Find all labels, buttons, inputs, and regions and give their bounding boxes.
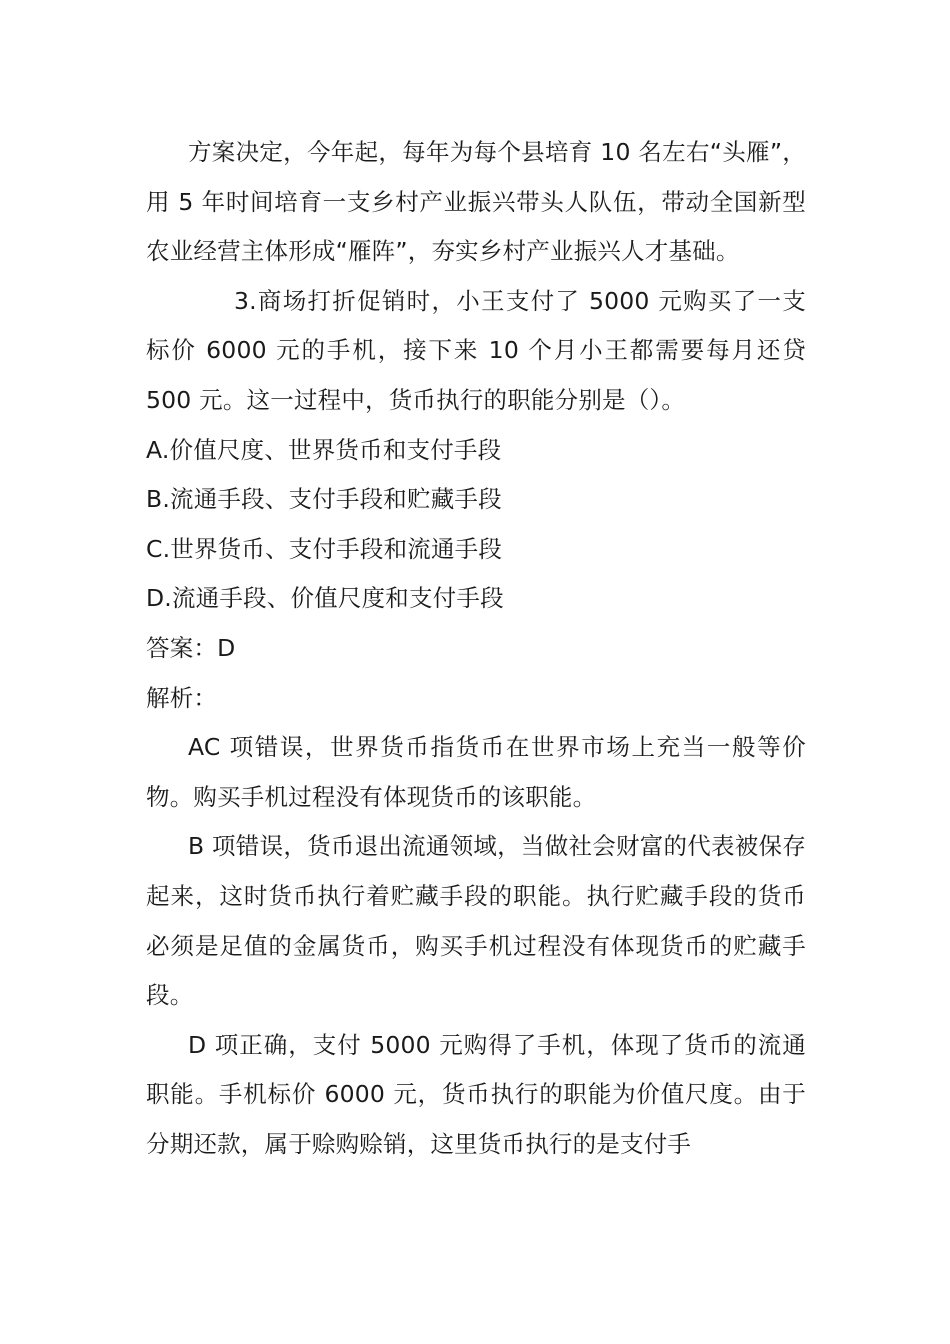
option-b: B.流通手段、支付手段和贮藏手段 xyxy=(146,485,502,514)
analysis-ac: AC 项错误，世界货币指货币在世界市场上充当一般等价物。购买手机过程没有体现货币的该职能。 xyxy=(146,733,806,811)
analysis-b: B 项错误，货币退出流通领域，当做社会财富的代表被保存起来，这时货币执行着贮藏手段的职能。执行贮藏手段的货币必须是足值的金属货币，购买手机过程没有体现货币的贮藏手段。 xyxy=(146,832,806,1010)
analysis-d: D 项正确，支付 5000 元购得了手机，体现了货币的流通职能。手机标价 6000 元，货币执行的职能为价值尺度。由于分期还款，属于赊购赊销，这里货币执行的是支付手 xyxy=(146,1030,806,1158)
answer-line: 答案：D xyxy=(146,633,236,662)
option-a: A.价值尺度、世界货币和支付手段 xyxy=(146,435,502,464)
option-c: C.世界货币、支付手段和流通手段 xyxy=(146,534,503,563)
option-d: D.流通手段、价值尺度和支付手段 xyxy=(146,584,504,613)
intro-paragraph: 方案决定，今年起，每年为每个县培育 10 名左右“头雁”，用 5 年时间培育一支乡村产业振兴带头人队伍，带动全国新型农业经营主体形成“雁阵”，夯实乡村产业振兴人才基础。 xyxy=(146,138,806,266)
analysis-label: 解析： xyxy=(146,683,218,712)
document-body xyxy=(146,128,806,1169)
question-stem: 3.商场打折促销时，小王支付了 5000 元购买了一支标价 6000 元的手机，接下来 10 个月小王都需要每月还贷 500 元。这一过程中，货币执行的职能分别是（）。 xyxy=(146,286,806,414)
